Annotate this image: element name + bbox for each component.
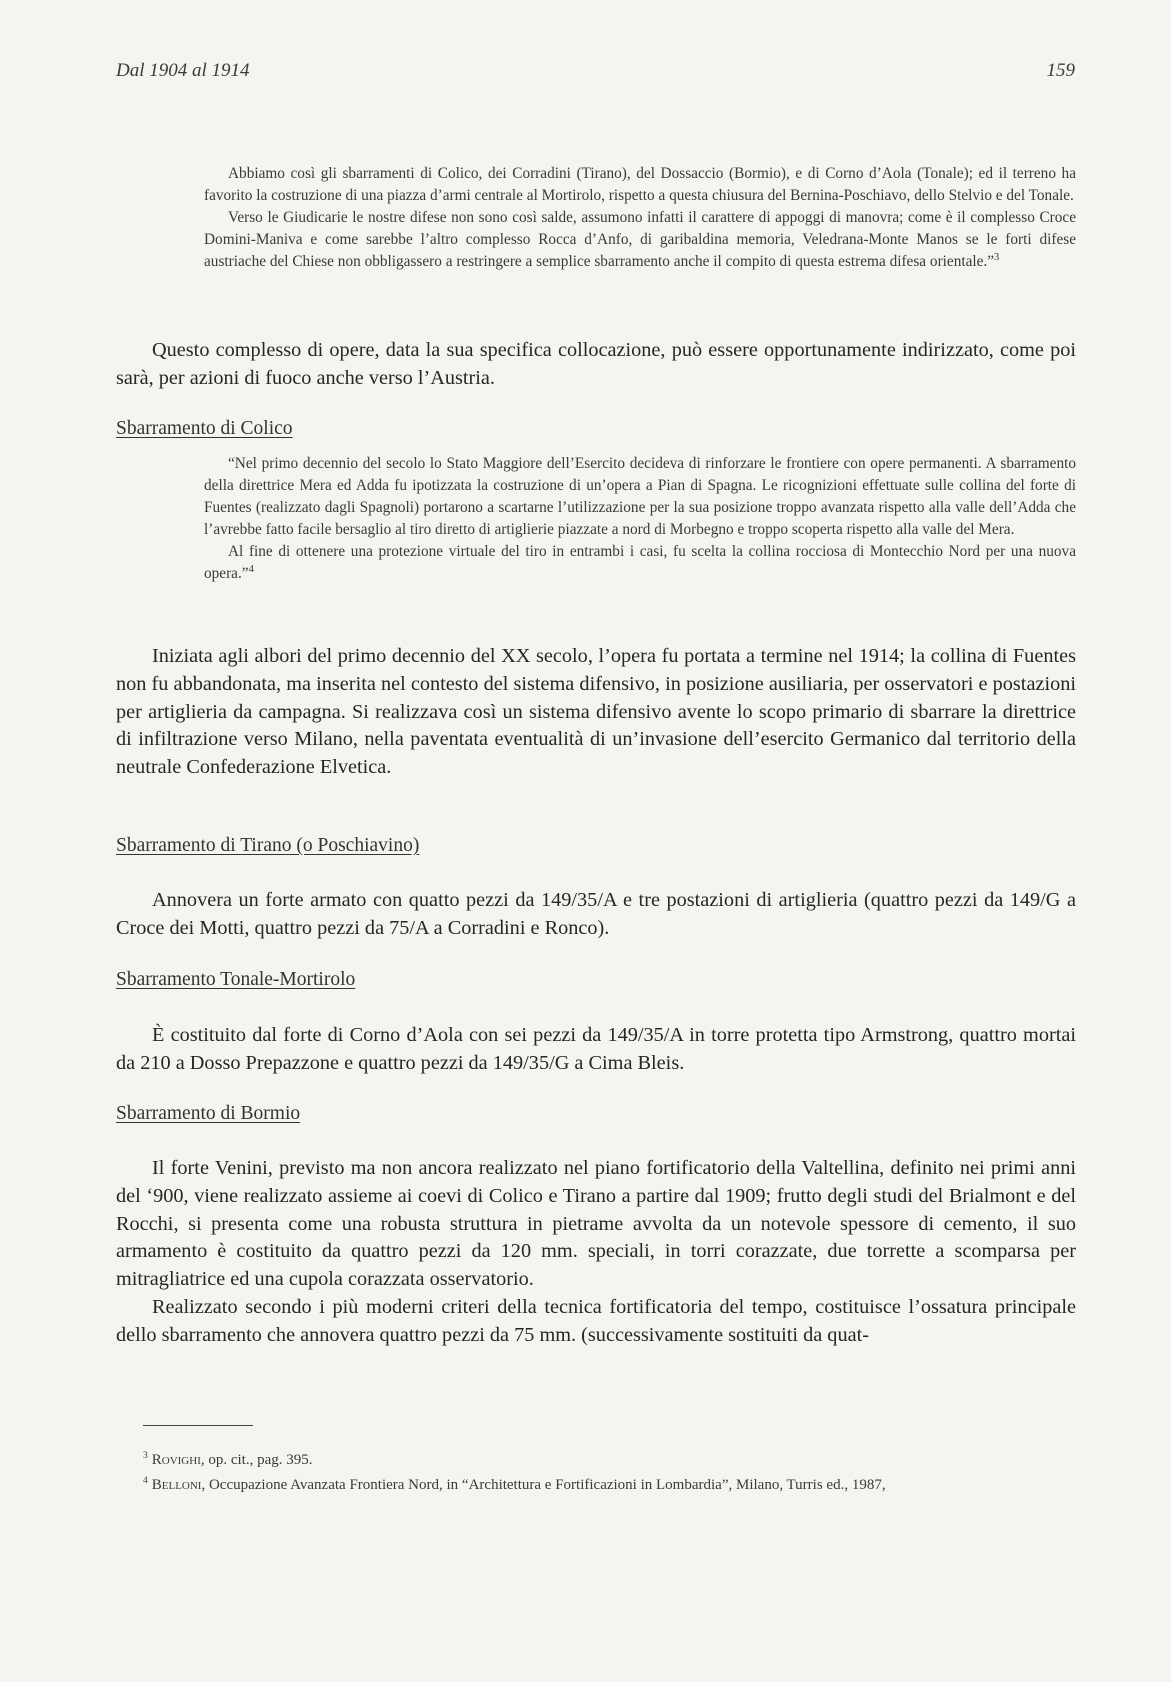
body-paragraph-3 — [116, 887, 1076, 943]
block-quote-1 — [204, 163, 1076, 273]
footnote-author: Rovighi — [151, 1452, 201, 1468]
paragraph: Iniziata agli albori del primo decennio del XX secolo, l’opera fu portata a termine nel 1914; la collina di Fuentes non fu abbandonata, ma inserita nel contesto del sistema difensivo, in posizione ausiliaria, per osservatori e postazioni per artiglieria da campagna. Si realizzava così un sistema difensivo avente lo scopo primario di sbarrare la direttrice di infiltrazione verso Milano, nella paventata eventualità di un’invasione dell’esercito Germanico dal territorio della neutrale Confederazione Elvetica. — [116, 645, 1076, 779]
paragraph: Questo complesso di opere, data la sua specifica collocazione, può essere opportunamente indirizzato, come poi sarà, per azioni di fuoco anche verso l’Austria. — [116, 339, 1076, 389]
footnote-text: , Occupazione Avanzata Frontiera Nord, in “Architettura e Fortificazioni in Lombardia”, Milano, Turris ed., 1987, — [201, 1477, 886, 1493]
running-head-title: Dal 1904 al 1914 — [116, 60, 250, 81]
paragraph: Il forte Venini, previsto ma non ancora realizzato nel piano fortificatorio della Valtellina, definito nei primi anni del ‘900, viene realizzato assieme ai coevi di Colico e Tirano a partire dal 1909; frutto degli studi del Brialmont e del Rocchi, si presenta come una robusta struttura in pietrame avvolta da un notevole spessore di cemento, il suo armamento è costituito da quattro pezzi da 120 mm. speciali, in torri corazzate, due torrette a scomparsa per mitragliatrice ed una cupola corazzata osservatorio. — [116, 1157, 1076, 1291]
page-number: 159 — [1046, 60, 1075, 81]
quote-text: Al fine di ottenere una protezione virtuale del tiro in entrambi i casi, fu scelta la collina rocciosa di Montecchio Nord per una nuova opera.” — [204, 543, 1076, 582]
footnote-text: , op. cit., pag. 395. — [200, 1452, 313, 1468]
footnotes — [143, 1448, 1083, 1498]
section-heading-colico: Sbarramento di Colico — [116, 418, 293, 439]
quote-text: Verso le Giudicarie le nostre difese non sono così salde, assumono infatti il carattere di appoggi di manovra; come è il complesso Croce Domini-Maniva e come sarebbe l’altro complesso Rocca d’Anfo, di garibaldina memoria, Veledrana-Monte Manos se le forti difese austriache del Chiese non obbligassero a restringere a semplice sbarramento anche il compito di questa estrema difesa orientale.” — [204, 209, 1076, 270]
quote-paragraph — [204, 541, 1076, 585]
paragraph: Realizzato secondo i più moderni criteri della tecnica fortificatoria del tempo, costituisce l’ossatura principale dello sbarramento che annovera quattro pezzi da 75 mm. (successivamente sostituiti da quat- — [116, 1295, 1076, 1346]
paragraph: Annovera un forte armato con quatto pezzi da 149/35/A e tre postazioni di artiglieria (quattro pezzi da 149/G a Croce dei Motti, quattro pezzi da 75/A a Corradini e Ronco). — [116, 889, 1076, 939]
footnote-ref: 4 — [248, 563, 254, 575]
footnote-author: Belloni — [151, 1477, 202, 1493]
footnote-number: 4 — [143, 1476, 148, 1486]
quote-paragraph — [204, 207, 1076, 273]
body-paragraph-4 — [116, 1022, 1076, 1078]
section-heading-tirano: Sbarramento di Tirano (o Poschiavino) — [116, 835, 420, 856]
footnote — [143, 1473, 1083, 1498]
footnote-ref: 3 — [994, 251, 1000, 263]
paragraph: È costituito dal forte di Corno d’Aola con sei pezzi da 149/35/A in torre protetta tipo Armstrong, quattro mortai da 210 a Dosso Prepazzone e quattro pezzi da 149/35/G a Cima Bleis. — [116, 1024, 1076, 1074]
footnote-rule — [143, 1425, 253, 1426]
body-paragraph-2 — [116, 643, 1076, 782]
body-paragraph-5 — [116, 1155, 1076, 1350]
footnote — [143, 1448, 1083, 1473]
quote-paragraph: Abbiamo così gli sbarramenti di Colico, dei Corradini (Tirano), del Dossaccio (Bormio), e di Corno d’Aola (Tonale); ed il terreno ha favorito la costruzione di una piazza d’armi centrale al Mortirolo, rispetto a questa chiusura del Bernina-Poschiavo, dello Stelvio e del Tonale. — [204, 165, 1076, 204]
footnote-number: 3 — [143, 1451, 148, 1461]
quote-paragraph: “Nel primo decennio del secolo lo Stato Maggiore dell’Esercito decideva di rinforzare le frontiere con opere permanenti. A sbarramento della direttrice Mera ed Adda fu ipotizzata la costruzione di un’opera a Pian di Spagna. Le ricognizioni effettuate sulle collina del forte di Fuentes (realizzato dagli Spagnoli) portarono a scartarne l’utilizzazione per la sua posizione troppo avanzata rispetto alla valle dell’Adda che l’avrebbe fatto facile bersaglio al tiro diretto di artiglierie piazzate a nord di Morbegno e troppo scoperta rispetto alla valle del Mera. — [204, 455, 1076, 538]
section-heading-tonale: Sbarramento Tonale-Mortirolo — [116, 969, 356, 990]
body-paragraph-1 — [116, 337, 1076, 393]
section-heading-bormio: Sbarramento di Bormio — [116, 1103, 301, 1124]
block-quote-2 — [204, 453, 1076, 585]
